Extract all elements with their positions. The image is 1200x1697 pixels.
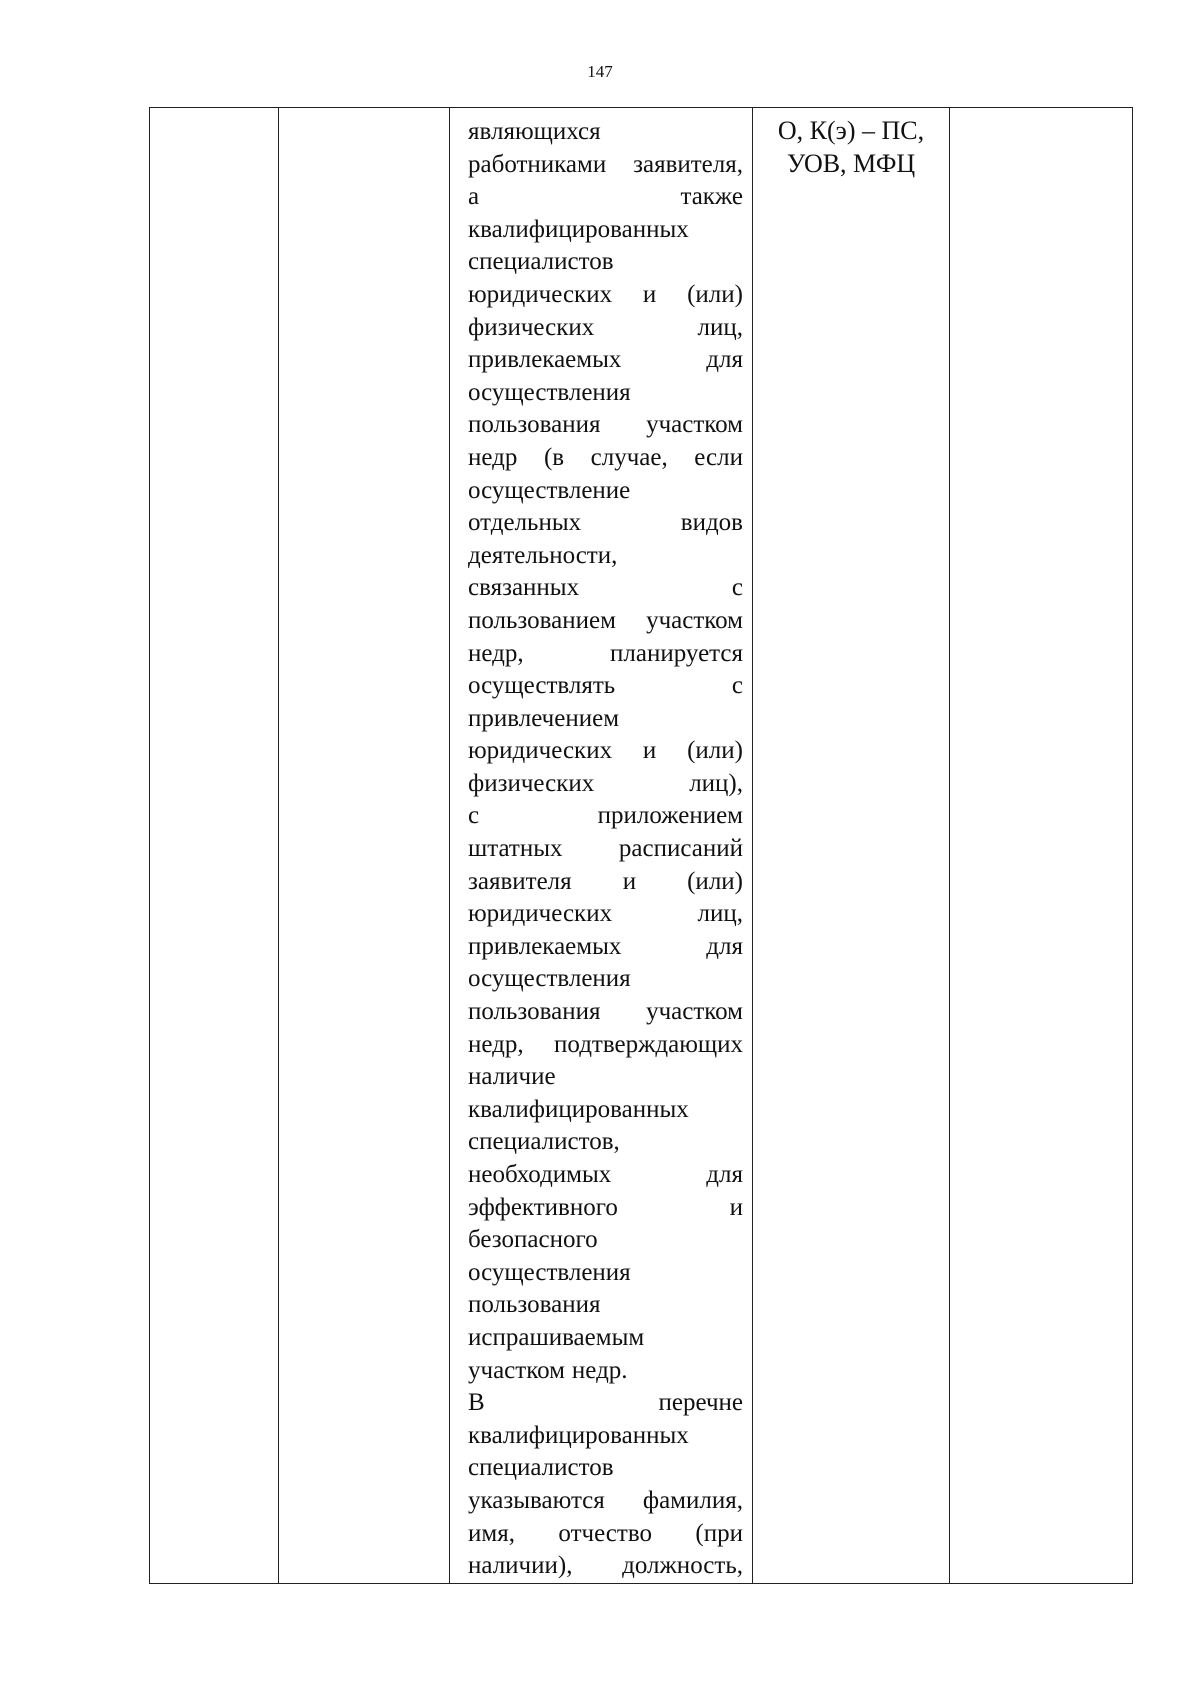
text-word: (при [695, 1519, 743, 1547]
text-word: недр, [468, 639, 524, 667]
text-line [468, 931, 743, 964]
text-word: лиц), [689, 769, 743, 797]
text-word: перечне [658, 1389, 743, 1417]
codes-text [753, 108, 949, 180]
text-word: и [622, 867, 637, 895]
text-line [468, 768, 743, 801]
text-word: с [731, 672, 743, 700]
text-word: недр. [571, 1356, 628, 1384]
text-word: осуществления [468, 1258, 631, 1286]
text-line [468, 963, 743, 996]
text-word: осуществлять [468, 672, 616, 700]
text-word: специалистов [468, 1454, 614, 1482]
document-table [149, 107, 1133, 1584]
text-word: (или) [687, 280, 743, 308]
text-word: (или) [687, 737, 743, 765]
text-word: и [729, 1193, 743, 1221]
text-line [468, 1192, 743, 1225]
text-word: планируется [610, 639, 743, 667]
text-line [468, 605, 743, 638]
text-line [468, 670, 743, 703]
text-line [468, 1094, 743, 1127]
text-line [468, 866, 743, 899]
text-word: для [706, 932, 743, 960]
text-word: пользования [468, 411, 601, 439]
table-cell-empty-2 [279, 108, 450, 1584]
text-line [468, 377, 743, 410]
text-word: осуществление [468, 476, 631, 504]
text-word: заявителя, [633, 150, 743, 178]
text-line [468, 1061, 743, 1094]
text-line [468, 1452, 743, 1485]
text-word: участком [646, 606, 743, 634]
code-line: УОВ, МФЦ [786, 149, 916, 178]
text-word: связанных [468, 574, 580, 602]
requirements-text-lines [450, 108, 752, 1583]
text-word: работниками [468, 150, 607, 178]
text-line [468, 1159, 743, 1192]
text-word: испрашиваемым [468, 1323, 645, 1351]
text-word: отдельных [468, 509, 582, 537]
text-line [468, 507, 743, 540]
text-line [468, 996, 743, 1029]
text-word: наличие [468, 1063, 556, 1091]
text-line [468, 1518, 743, 1551]
text-line [468, 833, 743, 866]
text-word: а [468, 183, 480, 211]
text-line [468, 442, 743, 475]
text-line [468, 1126, 743, 1159]
text-line [468, 1550, 743, 1583]
text-word: расписаний [618, 835, 743, 863]
text-word: отчество [558, 1519, 652, 1547]
text-line [468, 1289, 743, 1322]
text-line [468, 1224, 743, 1257]
page-number: 147 [587, 62, 613, 81]
text-line [468, 475, 743, 508]
text-line [468, 312, 743, 345]
text-line [468, 181, 743, 214]
text-line [468, 214, 743, 247]
text-word: участком [468, 1356, 565, 1384]
text-word: безопасного [468, 1226, 598, 1254]
text-word: квалифицированных [468, 1095, 689, 1123]
table-row [150, 108, 1133, 1584]
text-word: пользованием [468, 606, 616, 634]
text-line [468, 1029, 743, 1062]
text-line [468, 1387, 743, 1420]
text-line [468, 800, 743, 833]
text-word: видов [680, 509, 743, 537]
text-word: являющихся [468, 118, 601, 145]
text-word: (в [543, 443, 565, 471]
text-word: физических [468, 769, 595, 797]
table-cell-empty-1 [150, 108, 279, 1584]
text-line [468, 1322, 743, 1355]
text-line [468, 1420, 743, 1453]
text-word: эффективного [468, 1193, 618, 1221]
text-word: специалистов, [468, 1128, 620, 1156]
text-word: осуществления [468, 378, 631, 406]
text-word: с [731, 574, 743, 602]
text-word: привлечением [468, 704, 620, 732]
text-word: и [642, 737, 657, 765]
text-word: В [468, 1389, 485, 1417]
text-word: участком [646, 411, 743, 439]
text-word: привлекаемых [468, 932, 622, 960]
text-word: наличии), [468, 1552, 573, 1580]
text-word: пользования [468, 998, 601, 1026]
text-line [468, 149, 743, 182]
text-word: юридических [468, 280, 613, 308]
text-line [468, 1485, 743, 1518]
text-line [468, 246, 743, 279]
text-line [468, 898, 743, 931]
text-word: для [706, 346, 743, 374]
text-word: указываются [468, 1486, 605, 1514]
text-word: также [680, 183, 743, 211]
text-word: (или) [687, 867, 743, 895]
text-word: деятельности, [468, 541, 618, 569]
text-line [468, 540, 743, 573]
text-word: недр [468, 443, 518, 471]
text-word: необходимых [468, 1161, 612, 1188]
text-word: лиц, [697, 900, 743, 928]
text-word: лиц, [697, 313, 743, 341]
text-word: имя, [468, 1519, 515, 1547]
text-word: осуществления [468, 965, 631, 993]
table-cell-codes [753, 108, 950, 1584]
text-word: если [694, 443, 743, 471]
text-line [468, 116, 743, 149]
code-line: О, К(э) – ПС, [777, 116, 925, 145]
text-line [468, 572, 743, 605]
text-word: случае, [590, 443, 668, 471]
text-line [468, 1355, 743, 1388]
table-cell-requirements-text [450, 108, 753, 1584]
text-word: специалистов [468, 248, 614, 276]
text-word: пользования [468, 1291, 601, 1319]
text-word: подтверждающих [554, 1030, 743, 1058]
text-word: участком [646, 998, 743, 1026]
text-word: фамилия, [642, 1486, 743, 1514]
text-line [468, 1257, 743, 1290]
text-word: для [706, 1161, 743, 1188]
text-line [468, 344, 743, 377]
text-word: приложением [597, 802, 743, 830]
table-cell-empty-5 [950, 108, 1133, 1584]
text-word: и [642, 280, 657, 308]
text-word: с [468, 802, 480, 830]
text-line [468, 703, 743, 736]
text-word: штатных [468, 835, 563, 863]
text-word: юридических [468, 737, 613, 765]
text-word: квалифицированных [468, 215, 689, 243]
text-word: юридических [468, 900, 613, 928]
text-word: недр, [468, 1030, 524, 1058]
text-word: должность, [622, 1552, 743, 1580]
text-word: заявителя [468, 867, 572, 895]
text-word: физических [468, 313, 595, 341]
text-line [468, 638, 743, 671]
text-line [468, 279, 743, 312]
text-line [468, 409, 743, 442]
text-word: квалифицированных [468, 1421, 689, 1449]
text-word: привлекаемых [468, 346, 622, 374]
text-line [468, 735, 743, 768]
